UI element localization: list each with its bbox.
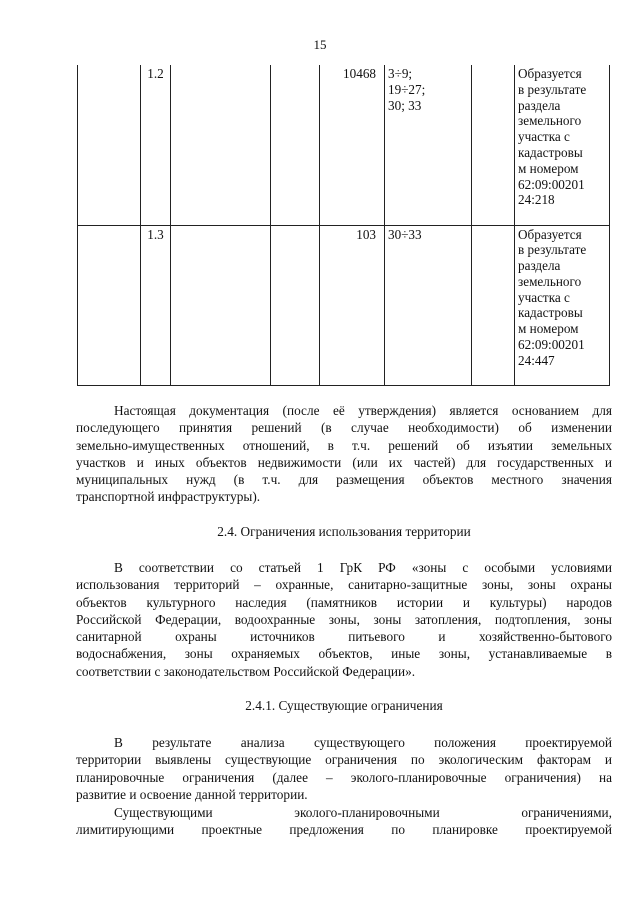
points-line: 3÷9;: [388, 66, 413, 81]
table-row: [78, 65, 610, 225]
text-line: участков и иных объектов недвижимости (или их частей) для государственных и: [76, 454, 612, 470]
text-line: Российской Федерации, водоохранные зоны, зоны затопления, подтопления, зоны: [76, 611, 612, 627]
table-cell: [271, 65, 320, 225]
table-cell: [271, 225, 320, 385]
parcel-number-cell: 1.2: [141, 65, 171, 225]
points-cell: [385, 65, 472, 225]
note-line: м номером: [518, 321, 579, 337]
text-line: транспортной инфраструктуры).: [76, 489, 261, 505]
note-line: Образуется: [518, 226, 582, 242]
note-line: земельного: [518, 113, 582, 129]
note-line: в результате: [518, 81, 587, 97]
text-line: В соответствии со статьей 1 ГрК РФ «зоны с особыми условиями: [114, 560, 612, 575]
text-line: соответствии с законодательством Российской Федерации».: [76, 663, 416, 679]
text-line: В результате анализа существующего положения проектируемой: [114, 735, 612, 750]
table-cell: [472, 225, 515, 385]
note-line: участка с: [518, 129, 570, 145]
text-line: объектов культурного наследия (памятников истории и культуры) народов: [76, 594, 612, 610]
note-line: кадастровы: [518, 144, 583, 160]
parcels-table: [77, 65, 610, 386]
paragraph-analysis-results: [76, 734, 612, 803]
table-cell: [472, 65, 515, 225]
note-line: в результате: [518, 242, 587, 258]
note-line: 24:218: [518, 192, 555, 208]
note-line: раздела: [518, 97, 561, 113]
text-line: развитие и освоение данной территории.: [76, 786, 308, 802]
note-line: 24:447: [518, 352, 555, 368]
points-line: 30÷33: [388, 226, 422, 242]
text-line: водоснабжения, зоны охраняемых объектов, иные зоны, устанавливаемые в: [76, 646, 612, 662]
note-line: кадастровы: [518, 305, 583, 321]
note-line: 62:09:00201: [518, 337, 585, 353]
parcel-number-cell: 1.3: [141, 225, 171, 385]
table-cell: [78, 225, 141, 385]
paragraph-existing-restrictions: [76, 804, 612, 839]
paragraph-documentation-basis: [76, 402, 612, 506]
note-line: земельного: [518, 273, 582, 289]
note-line: раздела: [518, 258, 561, 274]
note-cell: [515, 65, 610, 225]
points-line: 30; 33: [388, 97, 422, 113]
note-cell: [515, 225, 610, 385]
area-cell: 10468: [320, 65, 385, 225]
table-cell: [78, 65, 141, 225]
text-line: муниципальных нужд (в т.ч. для размещения объектов местного значения: [76, 472, 612, 488]
area-cell: 103: [320, 225, 385, 385]
table-row: [78, 225, 610, 385]
note-line: 62:09:00201: [518, 176, 585, 192]
page-number: 15: [313, 37, 327, 52]
section-heading-2-4: 2.4. Ограничения использования территории: [217, 524, 471, 539]
text-line: последующего принятия решений (в случае необходимости) об изменении: [76, 420, 612, 436]
points-line: 19÷27;: [388, 81, 426, 97]
text-line: использования территорий – охранные, санитарно-защитные зоны, зоны охраны: [76, 577, 612, 593]
text-line: лимитирующими проектные предложения по планировке проектируемой: [76, 822, 612, 838]
text-line: Настоящая документация (после её утверждения) является основанием для: [114, 403, 612, 418]
points-cell: [385, 225, 472, 385]
note-line: Образуется: [518, 66, 582, 81]
table-cell: [171, 225, 271, 385]
table-cell: [171, 65, 271, 225]
text-line: планировочные ограничения (далее – эколого-планировочные ограничения) на: [76, 769, 612, 785]
text-line: земельно-имущественных отношений, в т.ч. решений об изъятии земельных: [76, 437, 612, 453]
section-heading-2-4-1: 2.4.1. Существующие ограничения: [245, 698, 443, 713]
text-line: территории выявлены существующие ограничения по экологическим факторам и: [76, 752, 612, 768]
text-line: санитарной охраны источников питьевого и хозяйственно-бытового: [76, 629, 612, 645]
paragraph-grk-article: [76, 559, 612, 680]
text-line: Существующими эколого-планировочными ограничениями,: [114, 805, 612, 820]
note-line: м номером: [518, 160, 579, 176]
note-line: участка с: [518, 289, 570, 305]
